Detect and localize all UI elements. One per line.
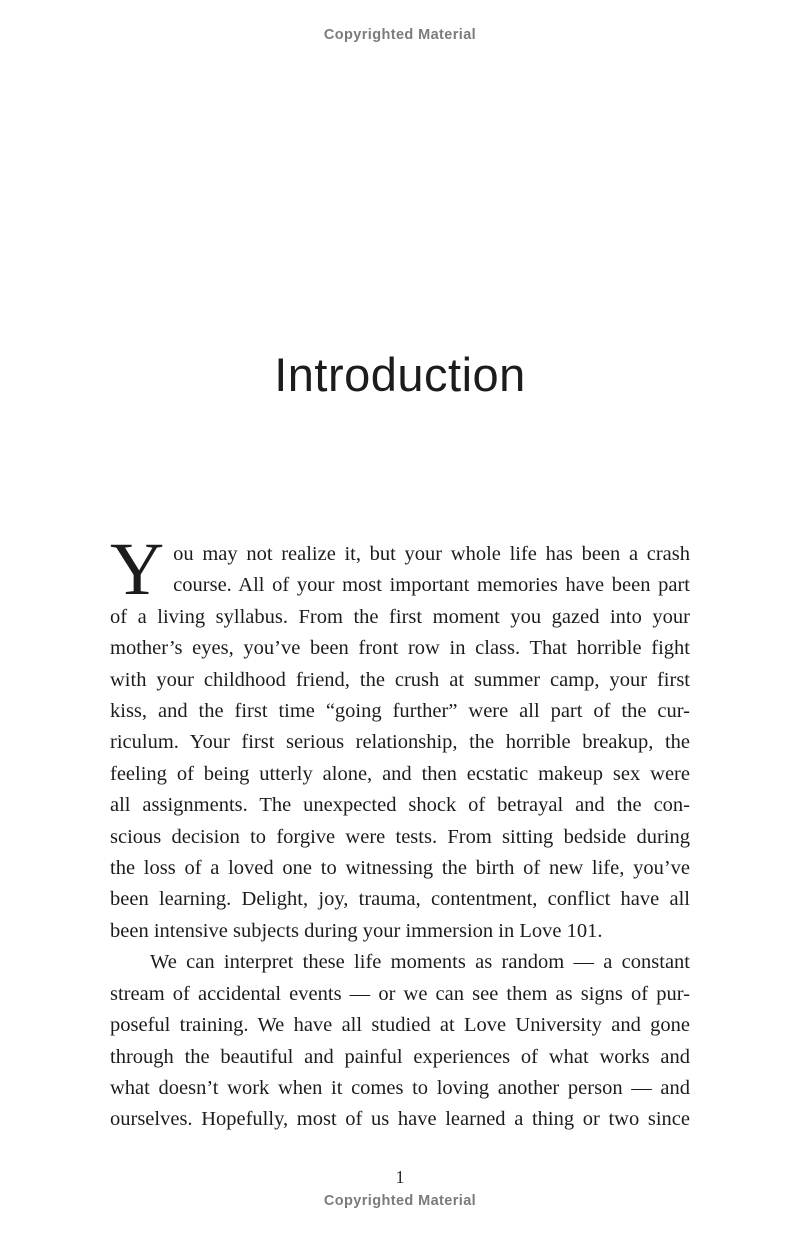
body-line: feeling of being utterly alone, and then ecstatic makeup sex were: [110, 762, 690, 785]
body-line: with your childhood friend, the crush at summer camp, your first: [110, 668, 690, 691]
body-text: [110, 528, 690, 1136]
body-line: kiss, and the first time “going further” were all part of the cur-: [110, 700, 690, 723]
body-line: what doesn’t work when it comes to loving another person — and: [110, 1076, 690, 1099]
body-line: ourselves. Hopefully, most of us have learned a thing or two since: [110, 1108, 690, 1131]
body-line: all assignments. The unexpected shock of betrayal and the con-: [110, 794, 690, 817]
page-number: 1: [395, 1167, 405, 1187]
body-line: the loss of a loved one to witnessing the birth of new life, you’ve: [110, 857, 690, 880]
chapter-title: Introduction: [274, 348, 526, 402]
body-line: mother’s eyes, you’ve been front row in class. That horrible fight: [110, 637, 690, 660]
copyright-notice-top: Copyrighted Material: [323, 27, 477, 43]
drop-cap: Y: [110, 528, 165, 611]
body-line: scious decision to forgive were tests. From sitting bedside during: [110, 825, 690, 848]
copyright-notice-bottom: Copyrighted Material: [323, 1193, 477, 1209]
body-line: poseful training. We have all studied at Love University and gone: [110, 1014, 690, 1037]
body-line: been intensive subjects during your immersion in Love 101.: [110, 919, 603, 942]
body-line: course. All of your most important memories have been part: [173, 574, 690, 597]
paragraph-1: [110, 528, 690, 947]
body-line: through the beautiful and painful experiences of what works and: [110, 1045, 690, 1068]
body-line: stream of accidental events — or we can see them as signs of pur-: [110, 982, 690, 1005]
paragraph-2: [110, 947, 690, 1135]
body-line: ou may not realize it, but your whole life has been a crash: [173, 543, 690, 565]
body-line: We can interpret these life moments as random — a constant: [150, 951, 690, 974]
body-line: riculum. Your first serious relationship, the horrible breakup, the: [110, 731, 690, 754]
body-line: of a living syllabus. From the first moment you gazed into your: [110, 605, 690, 628]
body-line: been learning. Delight, joy, trauma, contentment, conflict have all: [110, 888, 690, 911]
